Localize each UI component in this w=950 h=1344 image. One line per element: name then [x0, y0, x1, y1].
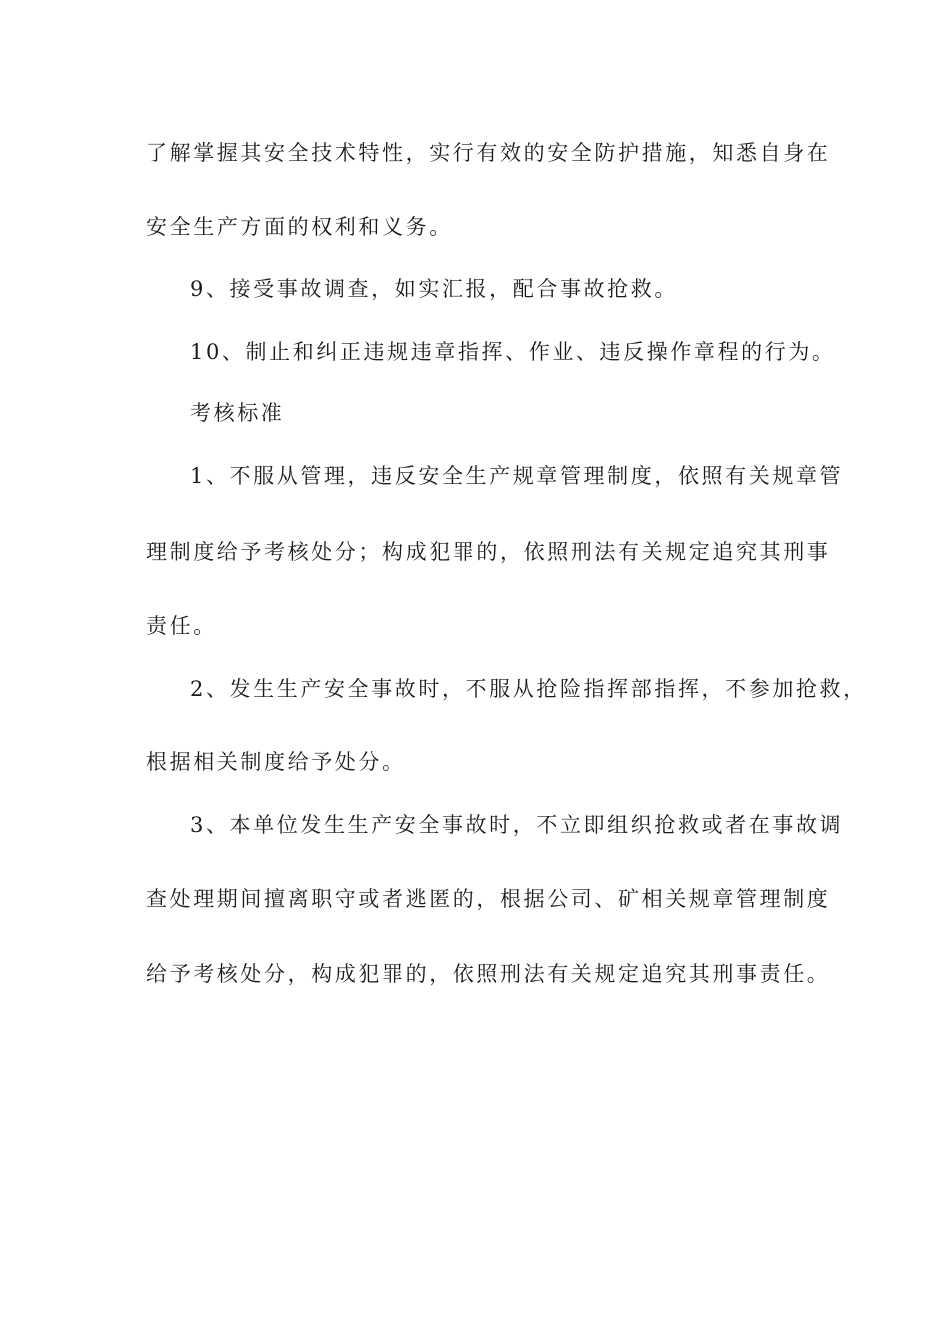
paragraph-line: 安全生产方面的权利和义务。 [146, 215, 453, 239]
paragraph-line: 9、接受事故调查，如实汇报，配合事故抢救。 [190, 277, 678, 301]
paragraph-line: 理制度给予考核处分；构成犯罪的，依照刑法有关规定追究其刑事 [146, 540, 831, 564]
paragraph-line: 查处理期间擅离职守或者逃匿的，根据公司、矿相关规章管理制度 [146, 887, 831, 911]
paragraph-line: 2、发生生产安全事故时，不服从抢险指挥部指挥，不参加抢救， [190, 677, 867, 701]
paragraph-line: 10、制止和纠正违规违章指挥、作业、违反操作章程的行为。 [190, 340, 836, 364]
paragraph-line: 了解掌握其安全技术特性，实行有效的安全防护措施，知悉自身在 [146, 141, 831, 165]
paragraph-line: 1、不服从管理，违反安全生产规章管理制度，依照有关规章管 [190, 464, 844, 488]
paragraph-line: 根据相关制度给予处分。 [146, 750, 406, 774]
paragraph-line: 责任。 [146, 614, 217, 638]
paragraph-line: 3、本单位发生生产安全事故时，不立即组织抢救或者在事故调 [190, 813, 844, 837]
paragraph-line: 给予考核处分，构成犯罪的，依照刑法有关规定追究其刑事责任。 [146, 962, 831, 986]
section-heading: 考核标准 [190, 401, 285, 425]
